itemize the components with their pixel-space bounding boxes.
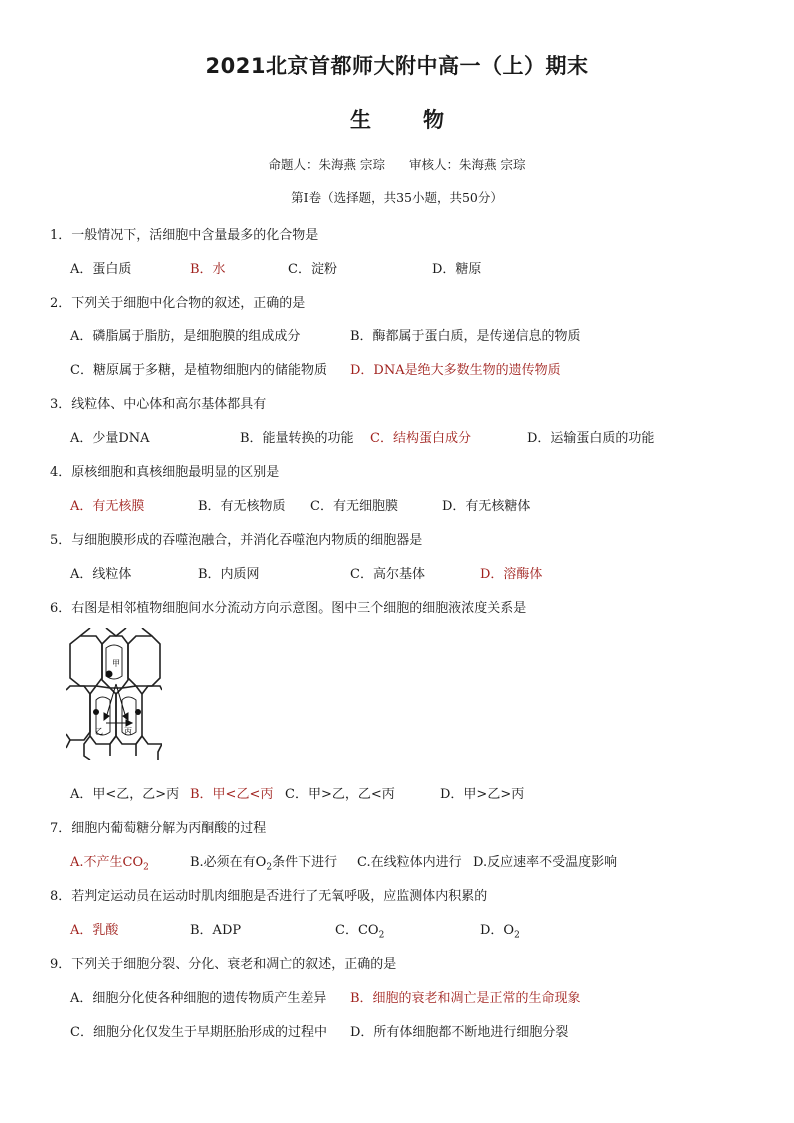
question-7-stem: 7．细胞内葡萄糖分解为丙酮酸的过程	[50, 821, 267, 836]
q1-option-d: D．糖原	[432, 262, 482, 277]
subject-char-1: 生	[350, 108, 371, 132]
authors-line	[0, 155, 794, 173]
q5-option-c: C．高尔基体	[350, 567, 425, 582]
question-1-stem: 1．一般情况下，活细胞中含量最多的化合物是	[50, 228, 319, 243]
author-label: 命题人：朱海燕 宗琮	[268, 157, 385, 172]
q3-option-a: A．少量DNA	[70, 431, 150, 446]
subject-heading	[0, 104, 794, 134]
q3-option-b: B．能量转换的功能	[240, 431, 354, 446]
q5-option-a: A．线粒体	[70, 567, 132, 582]
q2-option-d: D．DNA是绝大多数生物的遗传物质	[350, 363, 561, 378]
q9-option-a: A．细胞分化使各种细胞的遗传物质产生差异	[70, 991, 327, 1006]
q6-option-b: B．甲<乙<丙	[190, 787, 274, 802]
q6-option-a: A．甲<乙，乙>丙	[70, 787, 180, 802]
q3-option-c: C．结构蛋白成分	[370, 431, 471, 446]
q8-option-a: A．乳酸	[70, 923, 119, 938]
q8-option-c-sub: 2	[378, 930, 385, 941]
q8-option-d	[480, 919, 520, 941]
reviewer-label: 审核人：朱海燕 宗琮	[408, 157, 526, 172]
subject-char-2: 物	[423, 108, 444, 132]
q5-option-d: D．溶酶体	[480, 567, 543, 582]
q8-option-d-text: D．O	[480, 923, 515, 938]
question-9-stem: 9．下列关于细胞分裂、分化、衰老和凋亡的叙述，正确的是	[50, 957, 397, 972]
section-heading: 第I卷（选择题，共35小题，共50分）	[291, 190, 503, 205]
q1-option-c: C．淀粉	[288, 262, 337, 277]
question-8-stem: 8．若判定运动员在运动时肌肉细胞是否进行了无氧呼吸，应监测体内积累的	[50, 889, 488, 904]
question-6-stem: 6．右图是相邻植物细胞间水分流动方向示意图。图中三个细胞的细胞液浓度关系是	[50, 601, 527, 616]
question-3-stem: 3．线粒体、中心体和高尔基体都具有	[50, 397, 267, 412]
q6-option-d: D．甲>乙>丙	[440, 787, 525, 802]
q7-option-c: C.在线粒体内进行	[357, 855, 462, 870]
q4-option-b: B．有无核物质	[198, 499, 286, 514]
cell-label-jia: 甲	[112, 659, 120, 668]
cell-label-bing: 丙	[124, 727, 132, 736]
q7-option-a-sub: 2	[143, 862, 149, 873]
q2-option-a: A．磷脂属于脂肪，是细胞膜的组成成分	[70, 329, 301, 344]
q9-option-d: D．所有体细胞都不断地进行细胞分裂	[350, 1025, 569, 1040]
plant-cells-figure	[66, 628, 162, 760]
q8-option-c-text: C．CO	[335, 923, 379, 938]
q1-option-a: A．蛋白质	[70, 262, 132, 277]
q7-option-d: D.反应速率不受温度影响	[473, 855, 618, 870]
q8-option-b: B．ADP	[190, 923, 242, 938]
q9-option-c: C．细胞分化仅发生于早期胚胎形成的过程中	[70, 1025, 327, 1040]
q4-option-d: D．有无核糖体	[442, 499, 531, 514]
q7-option-a	[70, 851, 149, 873]
q7-option-b	[190, 851, 337, 873]
cell-label-yi: 乙	[95, 727, 103, 736]
q7-option-b-sub: 2	[266, 862, 273, 873]
q4-option-a: A．有无核膜	[70, 499, 145, 514]
q4-option-c: C．有无细胞膜	[310, 499, 398, 514]
q2-option-c: C．糖原属于多糖，是植物细胞内的储能物质	[70, 363, 327, 378]
document-title: 2021北京首都师大附中高一（上）期末	[205, 54, 589, 78]
q9-option-b: B．细胞的衰老和凋亡是正常的生命现象	[350, 991, 581, 1006]
q5-option-b: B．内质网	[198, 567, 260, 582]
q3-option-d: D．运输蛋白质的功能	[527, 431, 655, 446]
q2-option-b: B．酶都属于蛋白质，是传递信息的物质	[350, 329, 581, 344]
q7-option-a-text: A.不产生CO	[70, 855, 144, 870]
q8-option-d-sub: 2	[514, 930, 520, 941]
question-2-stem: 2．下列关于细胞中化合物的叙述，正确的是	[50, 296, 306, 311]
q6-option-c: C．甲>乙，乙<丙	[285, 787, 395, 802]
q7-option-b-tail: 条件下进行	[272, 855, 338, 870]
question-5-stem: 5．与细胞膜形成的吞噬泡融合，并消化吞噬泡内物质的细胞器是	[50, 533, 423, 548]
q7-option-b-text: B.必须在有O	[190, 855, 267, 870]
q1-option-b: B．水	[190, 262, 226, 277]
q8-option-c	[335, 919, 384, 941]
question-4-stem: 4．原核细胞和真核细胞最明显的区别是	[50, 465, 280, 480]
